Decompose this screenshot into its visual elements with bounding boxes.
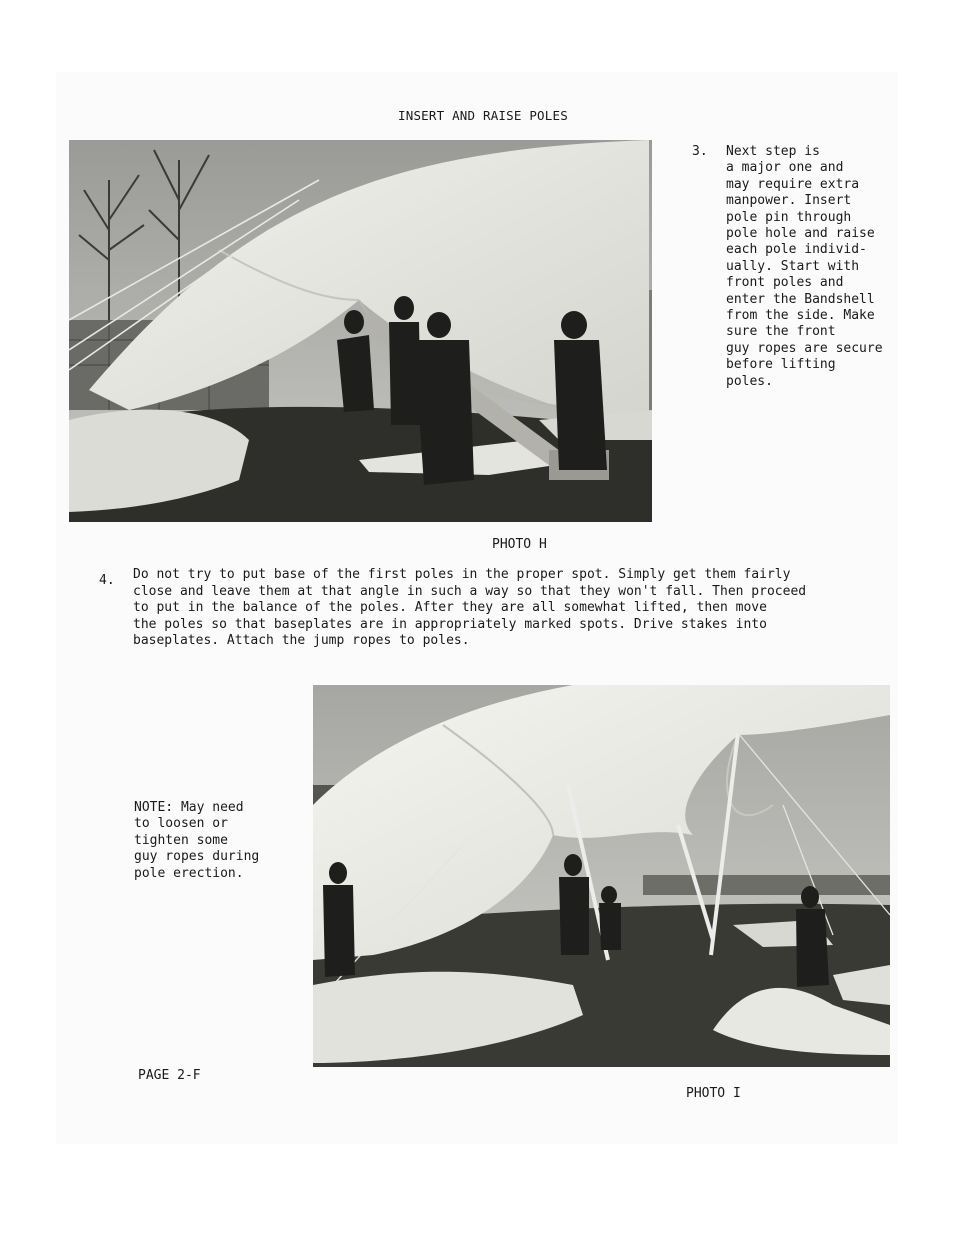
photo-h-image: [69, 140, 652, 522]
step-4-number: 4.: [99, 573, 115, 588]
photo-h-caption: PHOTO H: [492, 537, 547, 552]
step-4-text: Do not try to put base of the first poles in the proper spot. Simply get them fairly close and leave them at that angle in such a way so that they won't fall. Then proceed to put in the balance of the poles. After they are all somewhat lifted, then move the poles so that baseplates are in appropriately marked spots. Drive stakes into baseplates. Attach the jump ropes to poles.: [133, 567, 807, 649]
photo-i-image: [313, 685, 890, 1067]
photo-i-caption: PHOTO I: [686, 1086, 741, 1101]
note-text: NOTE: May need to loosen or tighten some guy ropes during pole erection.: [134, 800, 260, 881]
step-3-number: 3.: [692, 144, 708, 159]
page-title: INSERT AND RAISE POLES: [398, 108, 568, 123]
page-number: PAGE 2-F: [138, 1068, 201, 1083]
step-3-text: Next step is a major one and may require extra manpower. Insert pole pin through pole hole and raise each pole individ- ually. Start with front poles and enter the Bandshell from the side. Make sure the front guy ropes are secure before lifting poles.: [726, 144, 883, 389]
